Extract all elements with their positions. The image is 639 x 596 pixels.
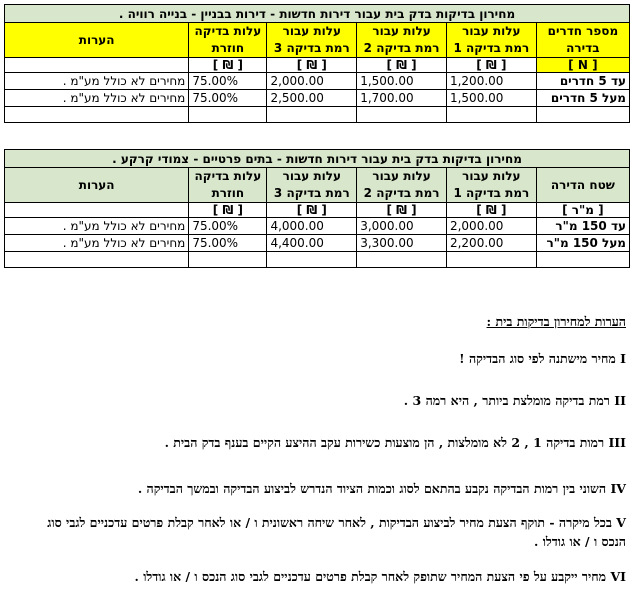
column-header-level-3: עלות עבור רמת בדיקה 3: [267, 23, 357, 58]
level-3-price: 4,000.00: [267, 218, 357, 235]
unit-notes: [5, 58, 189, 73]
unit-level-1: [ ₪ ]: [446, 58, 536, 73]
table-title: מחירון בדיקות בדק בית עבור דירות חדשות - דירות בבניין - בנייה רוויה .: [5, 5, 630, 23]
column-header-area: שטח הדירה: [536, 168, 629, 203]
recheck-price: 75.00%: [189, 73, 267, 90]
level-1-price: 1,200.00: [446, 73, 536, 90]
level-2-price: 3,300.00: [357, 235, 447, 252]
unit-recheck: [ ₪ ]: [189, 58, 267, 73]
level-3-price: 2,500.00: [267, 90, 357, 107]
level-2-price: 1,500.00: [357, 73, 447, 90]
column-header-rooms: מספר חדרים בדירה: [536, 23, 629, 58]
row-note: מחירים לא כולל מע"מ .: [5, 235, 189, 252]
table-row: [5, 73, 630, 90]
level-3-price: 4,400.00: [267, 235, 357, 252]
unit-level-3: [ ₪ ]: [267, 58, 357, 73]
column-header-level-1: עלות עבור רמת בדיקה 1: [446, 23, 536, 58]
column-header-level-2: עלות עבור רמת בדיקה 2: [357, 168, 447, 203]
note-text: IV השוני בין רמות הבדיקה נקבע בהתאם לסוג וכמות הציוד הנדרש לביצוע הבדיקה ובמשך הבדיקה .: [137, 481, 626, 496]
table-row: [5, 218, 630, 235]
level-2-price: 3,000.00: [357, 218, 447, 235]
unit-level-3: [ ₪ ]: [267, 203, 357, 218]
column-header-notes: הערות: [5, 23, 189, 58]
recheck-price: 75.00%: [189, 90, 267, 107]
unit-level-1: [ ₪ ]: [446, 203, 536, 218]
column-header-level-3: עלות עבור רמת בדיקה 3: [267, 168, 357, 203]
note-text: VI מחיר ייקבע על פי הצעת המחיר שתופק לאחר קבלת פרטים עדכניים לגבי סוג הנכס ו / או גודלו .: [134, 569, 626, 584]
column-header-level-1: עלות עבור רמת בדיקה 1: [446, 168, 536, 203]
table-row: [5, 90, 630, 107]
row-note: מחירים לא כולל מע"מ .: [5, 218, 189, 235]
notes-heading: הערות למחירון בדיקות בית :: [486, 314, 626, 329]
table-row: [5, 235, 630, 252]
level-3-price: 2,000.00: [267, 73, 357, 90]
level-1-price: 1,500.00: [446, 90, 536, 107]
row-note: מחירים לא כולל מע"מ .: [5, 90, 189, 107]
table-title: מחירון בדיקות בדק בית עבור דירות חדשות - בתים פרטיים - צמודי קרקע .: [5, 150, 630, 168]
unit-notes: [5, 203, 189, 218]
unit-level-2: [ ₪ ]: [357, 203, 447, 218]
column-header-level-2: עלות עבור רמת בדיקה 2: [357, 23, 447, 58]
note-text: II רמת בדיקה מומלצת ביותר , היא רמה 3 .: [403, 393, 626, 408]
row-note: מחירים לא כולל מע"מ .: [5, 73, 189, 90]
level-1-price: 2,200.00: [446, 235, 536, 252]
note-item: [20, 349, 626, 368]
unit-level-2: [ ₪ ]: [357, 58, 447, 73]
unit-recheck: [ ₪ ]: [189, 203, 267, 218]
empty-row: [5, 107, 630, 123]
row-label: עד 5 חדרים: [536, 73, 629, 90]
note-text: I מחיר מישתנה לפי סוג הבדיקה !: [459, 351, 626, 366]
recheck-price: 75.00%: [189, 218, 267, 235]
private-houses-price-table: [4, 149, 630, 268]
column-header-recheck: עלות בדיקה חוזרת: [189, 168, 267, 203]
level-1-price: 2,000.00: [446, 218, 536, 235]
unit-area: [ מ"ר ]: [536, 203, 629, 218]
note-item: [20, 391, 626, 410]
note-text: III רמות בדיקה 1 , 2 לא מומלצות , הן מוצעות כשירות עקב ההיצע הקיים בענף בדק הבית .: [164, 435, 626, 450]
unit-rooms: [ N ]: [536, 58, 629, 73]
note-item: [20, 513, 626, 551]
note-text: V בכל מיקרה - תוקף הצעת מחיר לביצוע הבדיקות , לאחר שיחה ראשונית ו / או לאחר קבלת פרטים עדכניים לגבי סוג הנכס ו / או גודלו .: [47, 515, 626, 549]
empty-row: [5, 252, 630, 268]
level-2-price: 1,700.00: [357, 90, 447, 107]
column-header-notes: הערות: [5, 168, 189, 203]
row-label: מעל 5 חדרים: [536, 90, 629, 107]
note-item: [20, 567, 626, 586]
recheck-price: 75.00%: [189, 235, 267, 252]
row-label: מעל 150 מ"ר: [536, 235, 629, 252]
column-header-recheck: עלות בדיקה חוזרת: [189, 23, 267, 58]
row-label: עד 150 מ"ר: [536, 218, 629, 235]
building-apartments-price-table: [4, 4, 630, 123]
note-item: [20, 433, 626, 452]
note-item: [20, 479, 626, 498]
